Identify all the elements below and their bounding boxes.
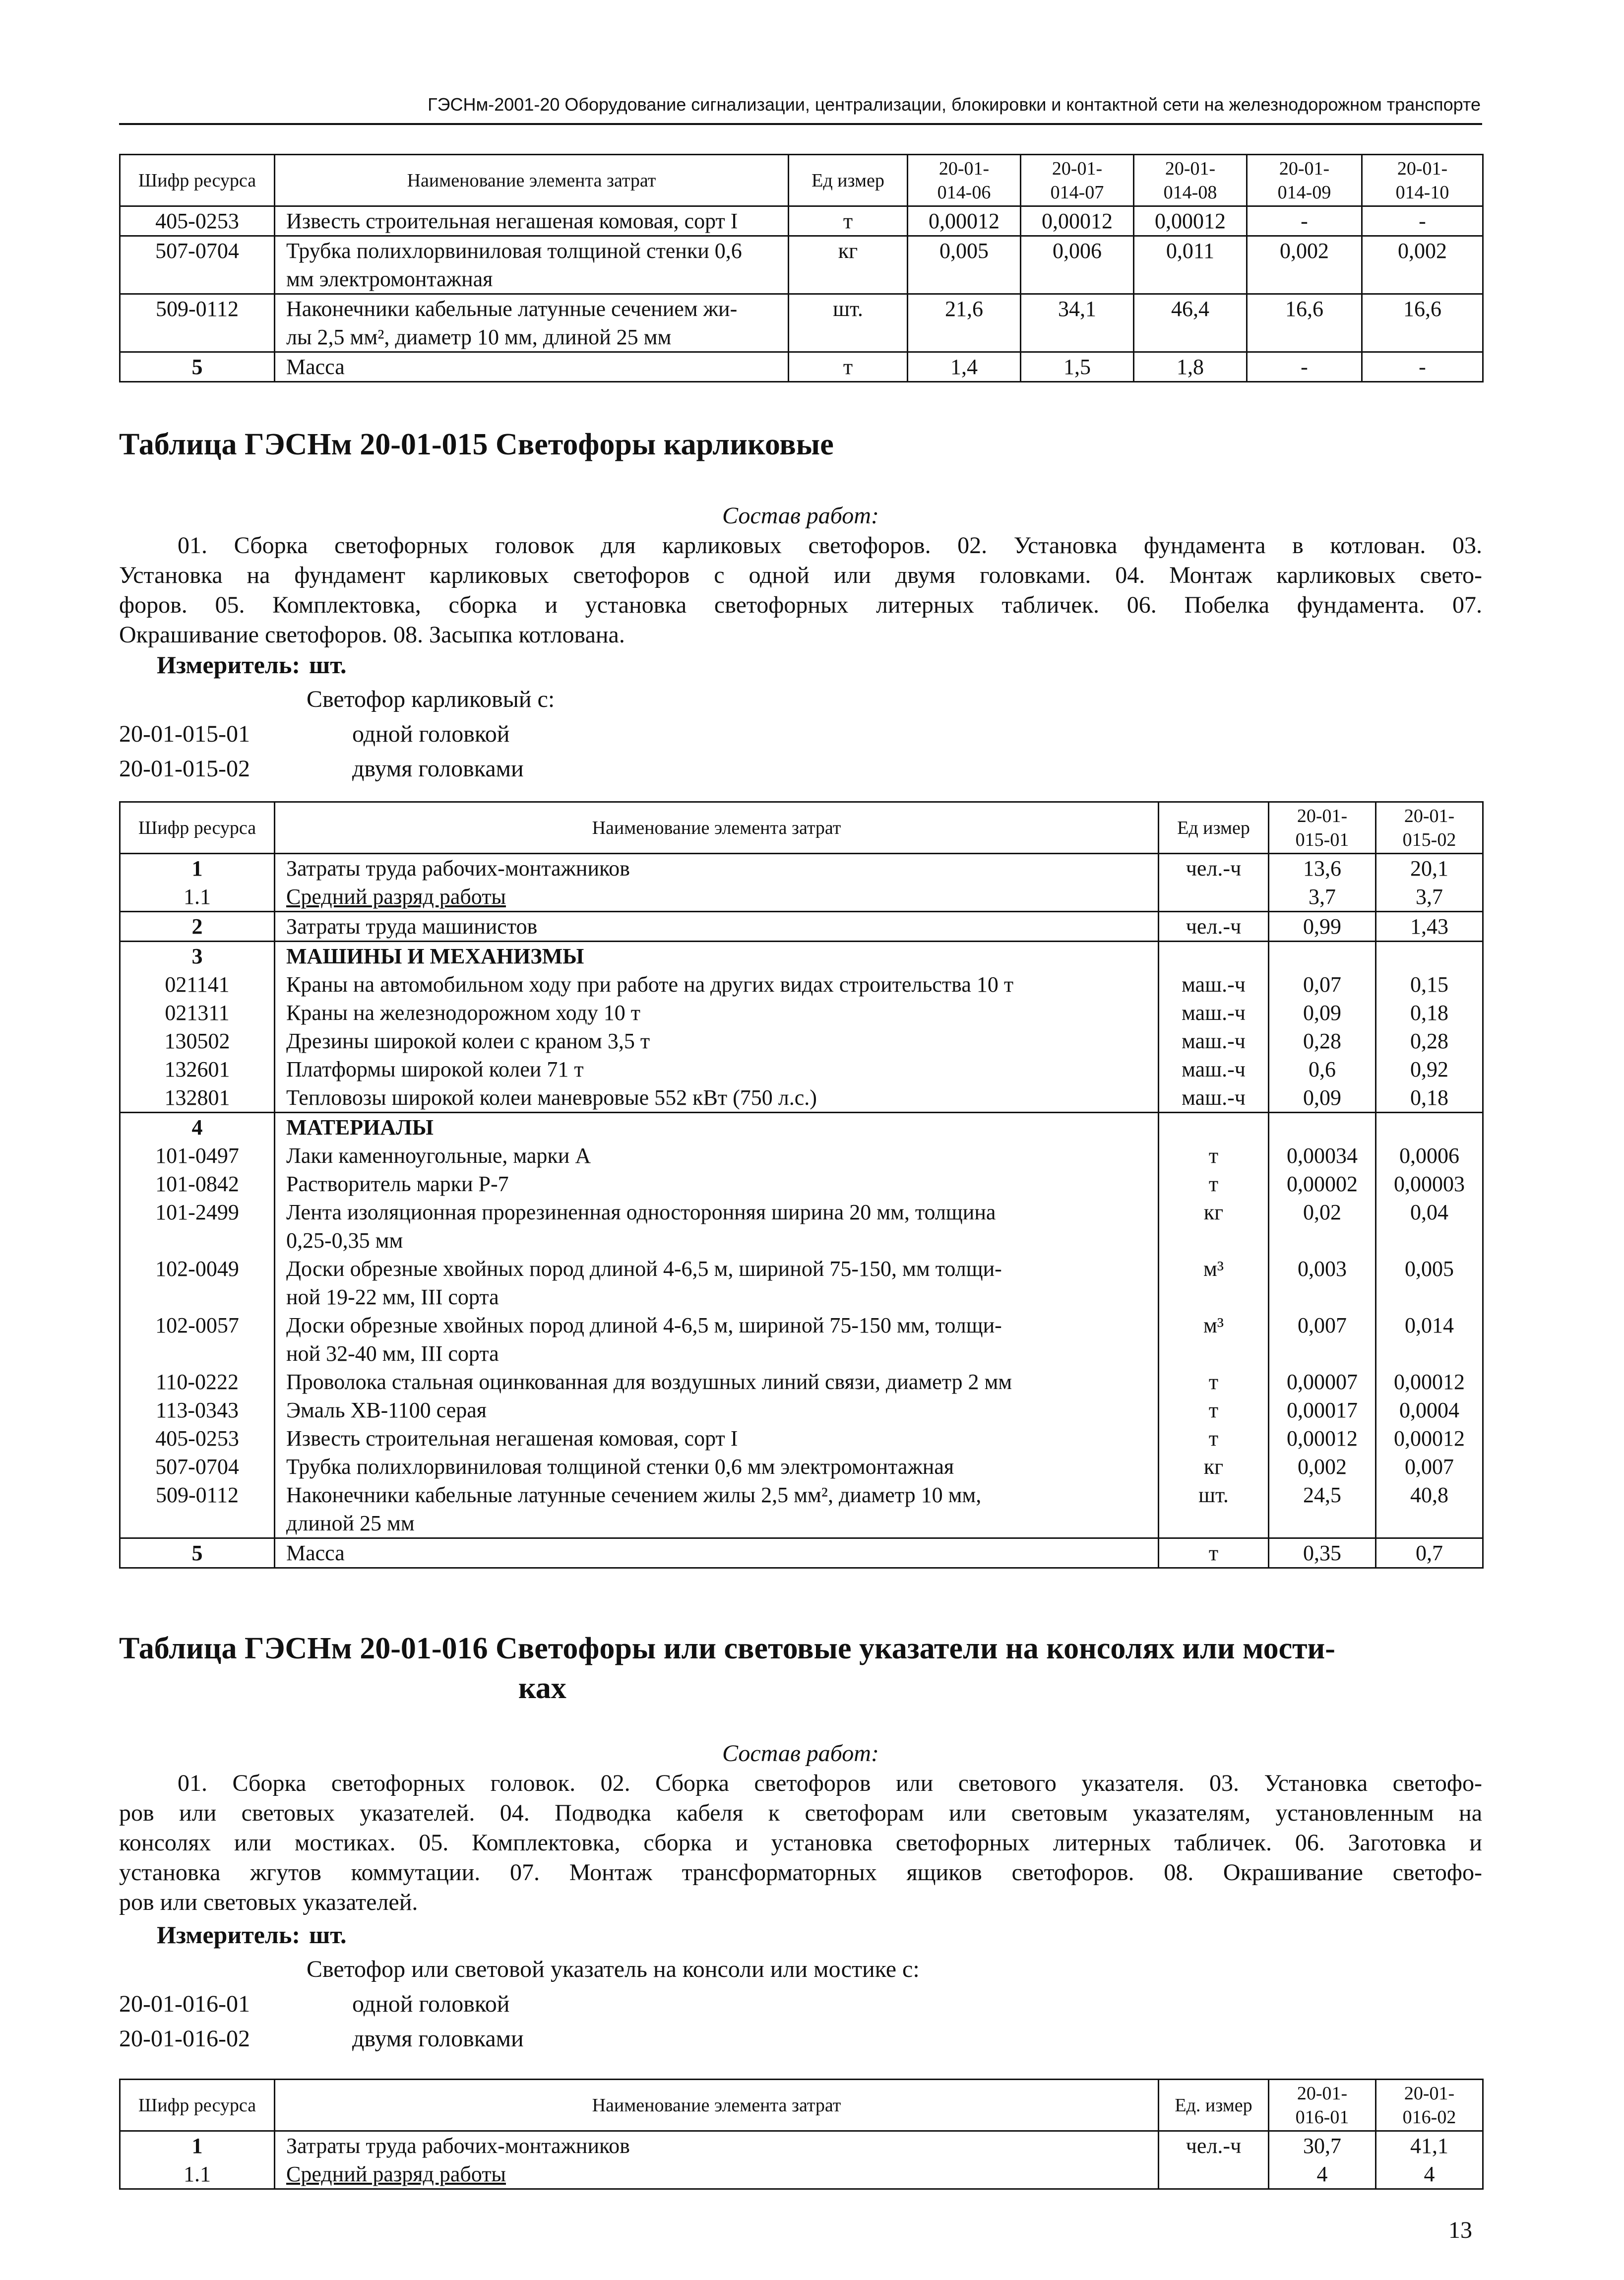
col-header-variant: 20-01- 014-08 [1134, 155, 1247, 206]
table-cell: 0,007 [1269, 1311, 1376, 1368]
table-cell: Эмаль ХВ-1100 серая [275, 1396, 1159, 1424]
table-cell: 1.1 [120, 2160, 275, 2189]
table-cell: т [789, 206, 908, 236]
table-015 [119, 801, 1484, 1569]
table-row [120, 1170, 1483, 1198]
variant-item: 20-01-016-02 двумя головками [119, 2026, 524, 2052]
table-cell: 0,18 [1376, 999, 1483, 1027]
table-cell [1159, 883, 1269, 912]
table-row [120, 1424, 1483, 1453]
table-cell: 0,002 [1247, 236, 1362, 294]
table-cell: 507-0704 [120, 1453, 275, 1481]
table-cell: 4 [1376, 2160, 1483, 2189]
table-cell: 4 [1269, 2160, 1376, 2189]
table-cell: 1.1 [120, 883, 275, 912]
section-title-continuation: ках [518, 1671, 566, 1705]
table-cell: Затраты труда машинистов [275, 912, 1159, 942]
col-header-code: Шифр ресурса [120, 2080, 275, 2131]
table-cell: 1,8 [1134, 352, 1247, 382]
table-cell: 0,07 [1269, 970, 1376, 999]
table-cell: 1,5 [1021, 352, 1134, 382]
page-number: 13 [1448, 2217, 1472, 2243]
table-row [120, 1255, 1483, 1311]
table-cell: - [1247, 206, 1362, 236]
table-cell: 0,00012 [1376, 1424, 1483, 1453]
table-cell: - [1362, 206, 1483, 236]
table-cell: 0,00012 [1269, 1424, 1376, 1453]
col-header-code: Шифр ресурса [120, 802, 275, 854]
table-cell: 1,43 [1376, 912, 1483, 942]
table-cell: 102-0049 [120, 1255, 275, 1311]
table-cell: 0,00012 [1021, 206, 1134, 236]
table-cell: чел.-ч [1159, 854, 1269, 883]
table-cell: Лента изоляционная прорезиненная односторонняя ширина 20 мм, толщина 0,25-0,35 мм [275, 1198, 1159, 1255]
variant-item: 20-01-015-01 одной головкой [119, 721, 510, 747]
col-header-variant: 20-01- 016-01 [1269, 2080, 1376, 2131]
header-rule [119, 123, 1482, 125]
table-row [120, 912, 1483, 942]
table-cell: чел.-ч [1159, 2131, 1269, 2160]
table-row [120, 206, 1483, 236]
table-row [120, 1055, 1483, 1083]
table-cell: 1 [120, 854, 275, 883]
col-header-name: Наименование элемента затрат [275, 2080, 1159, 2131]
table-cell: 24,5 [1269, 1481, 1376, 1538]
table-cell: 40,8 [1376, 1481, 1483, 1538]
table-cell: 0,002 [1362, 236, 1483, 294]
table-cell: маш.-ч [1159, 1083, 1269, 1113]
table-cell: 509-0112 [120, 294, 275, 352]
col-header-variant: 20-01- 015-01 [1269, 802, 1376, 854]
table-cell: 0,007 [1376, 1453, 1483, 1481]
table-cell: Масса [275, 352, 789, 382]
table-cell: кг [1159, 1453, 1269, 1481]
table-cell: 0,00012 [1376, 1368, 1483, 1396]
table-cell: м³ [1159, 1255, 1269, 1311]
table-row [120, 1396, 1483, 1424]
variant-item: 20-01-016-01 одной головкой [119, 1991, 510, 2017]
table-cell: 0,00003 [1376, 1170, 1483, 1198]
table-cell: 0,0004 [1376, 1396, 1483, 1424]
table-cell: 0,09 [1269, 1083, 1376, 1113]
table-cell: 46,4 [1134, 294, 1247, 352]
table-cell: 1,4 [908, 352, 1021, 382]
table-cell: 0,02 [1269, 1198, 1376, 1255]
table-row [120, 942, 1483, 971]
table-cell: 5 [120, 1538, 275, 1568]
table-016 [119, 2079, 1484, 2190]
table-row [120, 1368, 1483, 1396]
table-cell: 0,15 [1376, 970, 1483, 999]
table-row [120, 854, 1483, 883]
table-cell: Дрезины широкой колеи с краном 3,5 т [275, 1027, 1159, 1055]
col-header-variant: 20-01- 014-06 [908, 155, 1021, 206]
table-cell: 0,00012 [1134, 206, 1247, 236]
table-cell: 30,7 [1269, 2131, 1376, 2160]
table-cell: 405-0253 [120, 206, 275, 236]
table-cell: 130502 [120, 1027, 275, 1055]
table-cell: 0,011 [1134, 236, 1247, 294]
table-cell [1376, 1113, 1483, 1142]
table-cell: маш.-ч [1159, 1055, 1269, 1083]
table-cell: 0,28 [1269, 1027, 1376, 1055]
measurer-label: Измеритель: шт. [157, 651, 347, 679]
table-cell: Проволока стальная оцинкованная для воздушных линий связи, диаметр 2 мм [275, 1368, 1159, 1396]
col-header-unit: Ед. измер [1159, 2080, 1269, 2131]
table-row [120, 970, 1483, 999]
table-cell: м³ [1159, 1311, 1269, 1368]
table-row [120, 1453, 1483, 1481]
table-cell [1269, 942, 1376, 971]
table-row [120, 2131, 1483, 2160]
table-cell: 0,006 [1021, 236, 1134, 294]
col-header-unit: Ед измер [789, 155, 908, 206]
table-cell: 3,7 [1269, 883, 1376, 912]
table-cell [1376, 942, 1483, 971]
table-row [120, 1141, 1483, 1170]
table-cell: кг [1159, 1198, 1269, 1255]
table-cell: 0,005 [908, 236, 1021, 294]
table-cell: 3 [120, 942, 275, 971]
table-cell: 113-0343 [120, 1396, 275, 1424]
table-cell: 509-0112 [120, 1481, 275, 1538]
variants-intro: Светофор карликовый с: [307, 686, 555, 712]
table-row [120, 999, 1483, 1027]
table-cell: 102-0057 [120, 1311, 275, 1368]
table-cell: т [1159, 1396, 1269, 1424]
col-header-unit: Ед измер [1159, 802, 1269, 854]
work-description: 01. Сборка светофорных головок. 02. Сборка светофоров или светового указателя. 03. Установка светофо- ров или световых указателей. 04. Подводка кабеля к светофорам или световым указателям, установленным на консолях или мостиках. 05. Комплектовка, сборка и установка светофорных литерных табличек. 06. Заготовка и установка жгутов коммутации. 07. Монтаж трансформаторных ящиков светофоров. 08. Окрашивание светофо- ров или световых указателей. [119, 1770, 1482, 1915]
table-cell: Известь строительная негашеная комовая, сорт I [275, 1424, 1159, 1453]
table-row [120, 1083, 1483, 1113]
table-cell: 0,09 [1269, 999, 1376, 1027]
table-row [120, 1481, 1483, 1538]
table-cell: 0,18 [1376, 1083, 1483, 1113]
table-cell: 4 [120, 1113, 275, 1142]
table-cell: т [1159, 1141, 1269, 1170]
table-cell: 0,00007 [1269, 1368, 1376, 1396]
table-cell: 0,35 [1269, 1538, 1376, 1568]
table-cell: Платформы широкой колеи 71 т [275, 1055, 1159, 1083]
table-cell: - [1362, 352, 1483, 382]
table-cell: 41,1 [1376, 2131, 1483, 2160]
table-cell: 21,6 [908, 294, 1021, 352]
table-cell: 110-0222 [120, 1368, 275, 1396]
table-row [120, 1027, 1483, 1055]
table-cell: чел.-ч [1159, 912, 1269, 942]
table-cell: 0,28 [1376, 1027, 1483, 1055]
variants-intro: Светофор или световой указатель на консоли или мостике с: [307, 1956, 920, 1982]
table-row [120, 1538, 1483, 1568]
section-subheading: Состав работ: [722, 1740, 879, 1767]
table-cell: 0,0006 [1376, 1141, 1483, 1170]
running-head: ГЭСНм-2001-20 Оборудование сигнализации, централизации, блокировки и контактной сети на железнодорожном транспорте [428, 94, 1481, 115]
table-cell: 507-0704 [120, 236, 275, 294]
table-row [120, 236, 1483, 294]
table-cell: - [1247, 352, 1362, 382]
table-cell: Затраты труда рабочих-монтажников [275, 2131, 1159, 2160]
table-cell: 2 [120, 912, 275, 942]
table-cell: 0,92 [1376, 1055, 1483, 1083]
col-header-variant: 20-01- 014-09 [1247, 155, 1362, 206]
variant-item: 20-01-015-02 двумя головками [119, 756, 524, 782]
table-cell: 0,00012 [908, 206, 1021, 236]
table-cell: т [1159, 1368, 1269, 1396]
table-row [120, 1198, 1483, 1255]
table-cell: 101-2499 [120, 1198, 275, 1255]
table-cell: Доски обрезные хвойных пород длиной 4-6,5 м, шириной 75-150, мм толщи- ной 19-22 мм, III сорта [275, 1255, 1159, 1311]
table-cell: 101-0497 [120, 1141, 275, 1170]
table-cell: т [1159, 1424, 1269, 1453]
table-cell: 16,6 [1362, 294, 1483, 352]
table-cell: Трубка полихлорвиниловая толщиной стенки 0,6 мм электромонтажная [275, 236, 789, 294]
table-cell: 20,1 [1376, 854, 1483, 883]
table-cell: 0,99 [1269, 912, 1376, 942]
table-row [120, 1311, 1483, 1368]
col-header-variant: 20-01- 016-02 [1376, 2080, 1483, 2131]
table-cell: 5 [120, 352, 275, 382]
table-cell: 16,6 [1247, 294, 1362, 352]
table-cell: маш.-ч [1159, 970, 1269, 999]
table-cell: Масса [275, 1538, 1159, 1568]
table-cell: Краны на автомобильном ходу при работе на других видах строительства 10 т [275, 970, 1159, 999]
table-cell: 1 [120, 2131, 275, 2160]
table-cell: 101-0842 [120, 1170, 275, 1198]
table-cell: МАТЕРИАЛЫ [275, 1113, 1159, 1142]
table-cell: Наконечники кабельные латунные сечением жи- лы 2,5 мм², диаметр 10 мм, длиной 25 мм [275, 294, 789, 352]
col-header-code: Шифр ресурса [120, 155, 275, 206]
table-cell [1159, 2160, 1269, 2189]
table-cell: т [1159, 1538, 1269, 1568]
table-cell: 0,00034 [1269, 1141, 1376, 1170]
table-cell: шт. [1159, 1481, 1269, 1538]
work-description: 01. Сборка светофорных головок для карликовых светофоров. 02. Установка фундамента в котлован. 03. Установка на фундамент карликовых светофоров с одной или двумя головками. 04. Монтаж карликовых свето- форов. 05. Комплектовка, сборка и установка светофорных литерных табличек. 06. Побелка фундамента. 07. Окрашивание светофоров. 08. Засыпка котлована. [119, 532, 1482, 648]
table-row [120, 352, 1483, 382]
table-cell: МАШИНЫ И МЕХАНИЗМЫ [275, 942, 1159, 971]
table-cell: 0,005 [1376, 1255, 1483, 1311]
section-title: Таблица ГЭСНм 20-01-016 Светофоры или световые указатели на консолях или мости- [119, 1632, 1335, 1665]
table-cell: Затраты труда рабочих-монтажников [275, 854, 1159, 883]
table-cell: Трубка полихлорвиниловая толщиной стенки 0,6 мм электромонтажная [275, 1453, 1159, 1481]
table-cell: 0,002 [1269, 1453, 1376, 1481]
table-row [120, 883, 1483, 912]
table-cell: 13,6 [1269, 854, 1376, 883]
table-cell: шт. [789, 294, 908, 352]
col-header-variant: 20-01- 014-10 [1362, 155, 1483, 206]
table-cell [1159, 942, 1269, 971]
table-cell: Растворитель марки Р-7 [275, 1170, 1159, 1198]
col-header-variant: 20-01- 015-02 [1376, 802, 1483, 854]
col-header-variant: 20-01- 014-07 [1021, 155, 1134, 206]
measurer-label: Измеритель: шт. [157, 1921, 347, 1949]
table-cell: 0,6 [1269, 1055, 1376, 1083]
table-cell: 3,7 [1376, 883, 1483, 912]
table-cell: Средний разряд работы [275, 2160, 1159, 2189]
table-cell [1159, 1113, 1269, 1142]
table-cell: 0,00017 [1269, 1396, 1376, 1424]
table-cell: 0,014 [1376, 1311, 1483, 1368]
table-cell: Доски обрезные хвойных пород длиной 4-6,5 м, шириной 75-150 мм, толщи- ной 32-40 мм, III сорта [275, 1311, 1159, 1368]
section-subheading: Состав работ: [722, 503, 879, 529]
col-header-name: Наименование элемента затрат [275, 155, 789, 206]
table-cell: 0,04 [1376, 1198, 1483, 1255]
section-title: Таблица ГЭСНм 20-01-015 Светофоры карликовые [119, 428, 834, 461]
table-cell: 0,7 [1376, 1538, 1483, 1568]
table-cell: кг [789, 236, 908, 294]
table-cell: 132601 [120, 1055, 275, 1083]
table-cell: 405-0253 [120, 1424, 275, 1453]
table-cell: 132801 [120, 1083, 275, 1113]
table-cell: Известь строительная негашеная комовая, сорт I [275, 206, 789, 236]
table-cell: Тепловозы широкой колеи маневровые 552 кВт (750 л.с.) [275, 1083, 1159, 1113]
table-cell: маш.-ч [1159, 1027, 1269, 1055]
table-row [120, 294, 1483, 352]
table-cell: 021311 [120, 999, 275, 1027]
table-cell: 0,00002 [1269, 1170, 1376, 1198]
table-row [120, 2160, 1483, 2189]
table-cell: Краны на железнодорожном ходу 10 т [275, 999, 1159, 1027]
table-014-continuation [119, 154, 1484, 382]
col-header-name: Наименование элемента затрат [275, 802, 1159, 854]
table-cell: маш.-ч [1159, 999, 1269, 1027]
table-cell [1269, 1113, 1376, 1142]
table-cell: Средний разряд работы [275, 883, 1159, 912]
table-cell: т [1159, 1170, 1269, 1198]
table-cell: Наконечники кабельные латунные сечением жилы 2,5 мм², диаметр 10 мм, длиной 25 мм [275, 1481, 1159, 1538]
table-cell: 0,003 [1269, 1255, 1376, 1311]
table-cell: т [789, 352, 908, 382]
table-row [120, 1113, 1483, 1142]
table-cell: 34,1 [1021, 294, 1134, 352]
table-cell: 021141 [120, 970, 275, 999]
table-cell: Лаки каменноугольные, марки А [275, 1141, 1159, 1170]
